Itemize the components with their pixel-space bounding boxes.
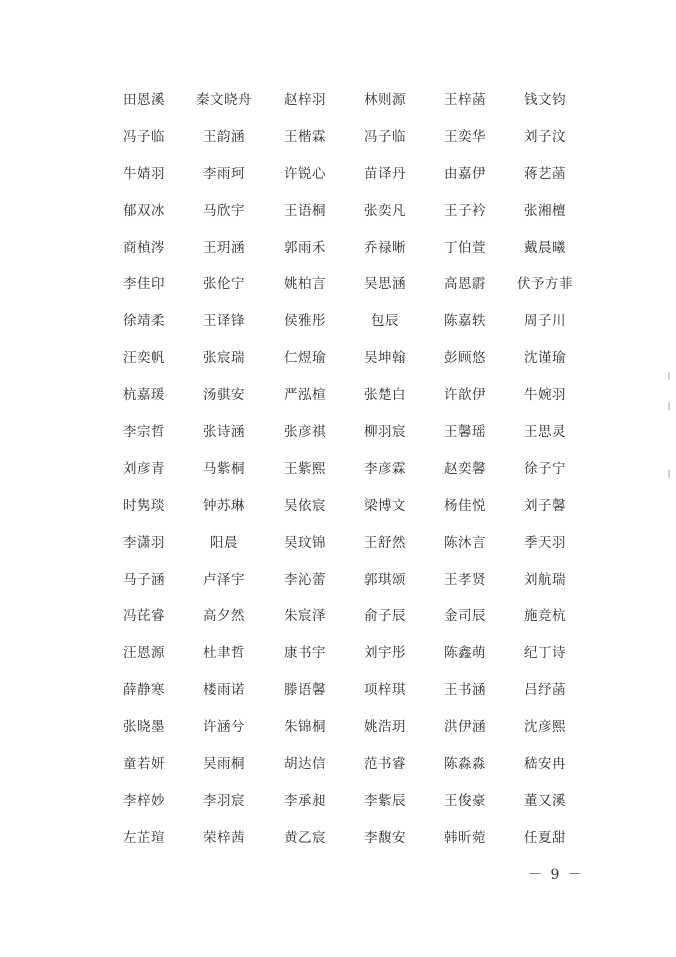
name-entry: 王孝贤 xyxy=(444,571,486,588)
name-entry: 仁煜瑜 xyxy=(284,350,326,367)
name-entry: 陈嘉轶 xyxy=(444,313,486,330)
name-entry: 王奕华 xyxy=(444,128,486,145)
name-entry: 张诗涵 xyxy=(203,424,245,441)
name-entry: 由嘉伊 xyxy=(444,165,486,182)
name-entry: 张晓墨 xyxy=(123,719,165,736)
name-entry: 郁双冰 xyxy=(123,202,165,219)
name-entry: 杭嘉瑗 xyxy=(123,387,165,404)
name-entry: 陈淼淼 xyxy=(444,756,486,773)
name-entry: 柳羽宸 xyxy=(364,424,406,441)
name-entry: 李馥安 xyxy=(364,829,406,846)
name-entry: 吕纾菡 xyxy=(524,682,566,699)
name-entry: 乔禄晰 xyxy=(364,239,406,256)
name-entry: 沈彦熙 xyxy=(524,719,566,736)
name-entry: 吴坤翰 xyxy=(364,350,406,367)
name-entry: 王俊豪 xyxy=(444,792,486,809)
name-entry: 金司辰 xyxy=(444,608,486,625)
name-entry: 俞子辰 xyxy=(364,608,406,625)
page-number: － 9 － xyxy=(528,867,584,883)
name-entry: 王舒然 xyxy=(364,534,406,551)
name-entry: 李梓妙 xyxy=(123,792,165,809)
name-entry: 姚浩玥 xyxy=(364,719,406,736)
name-entry: 苗译丹 xyxy=(364,165,406,182)
name-entry: 冯芘睿 xyxy=(123,608,165,625)
name-entry: 杜聿哲 xyxy=(203,645,245,662)
name-entry: 韩昕菀 xyxy=(444,829,486,846)
name-entry: 高恩霨 xyxy=(444,276,486,293)
name-entry: 李沁蕾 xyxy=(284,571,326,588)
name-entry: 刘子汶 xyxy=(524,128,566,145)
name-entry: 吴依宸 xyxy=(284,497,326,514)
name-entry: 戴晨曦 xyxy=(524,239,566,256)
name-entry: 王语桐 xyxy=(284,202,326,219)
name-entry: 马子涵 xyxy=(123,571,165,588)
name-entry: 张奕凡 xyxy=(364,202,406,219)
name-entry: 王书涵 xyxy=(444,682,486,699)
name-entry: 许歆伊 xyxy=(444,387,486,404)
name-entry: 梁博文 xyxy=(364,497,406,514)
name-entry: 周子川 xyxy=(524,313,566,330)
name-entry: 李彦霖 xyxy=(364,460,406,477)
name-entry: 李承昶 xyxy=(284,792,326,809)
name-entry: 田恩溪 xyxy=(123,92,165,108)
name-entry: 赵奕馨 xyxy=(444,460,486,477)
name-entry: 任夏甜 xyxy=(524,829,566,846)
name-entry: 王紫熙 xyxy=(284,460,326,477)
name-entry: 姚柏言 xyxy=(284,276,326,293)
name-entry: 李紫辰 xyxy=(364,792,406,809)
name-entry: 蒋艺菡 xyxy=(524,165,566,182)
name-entry: 李宗哲 xyxy=(123,424,165,441)
name-entry: 黄乙宸 xyxy=(284,829,326,846)
name-entry: 李雨珂 xyxy=(203,165,245,182)
name-entry: 汤骐安 xyxy=(203,387,245,404)
name-entry: 郭琪颂 xyxy=(364,571,406,588)
name-entry: 陈鑫萌 xyxy=(444,645,486,662)
scan-edge-mark xyxy=(668,470,670,478)
name-entry: 冯子临 xyxy=(364,128,406,145)
name-entry: 刘子馨 xyxy=(524,497,566,514)
name-entry: 胡达信 xyxy=(284,756,326,773)
name-entry: 张彦祺 xyxy=(284,424,326,441)
name-entry: 秦文晓舟 xyxy=(196,92,252,108)
name-entry: 陈沐言 xyxy=(444,534,486,551)
name-entry: 赵梓羽 xyxy=(284,92,326,108)
name-entry: 郭雨禾 xyxy=(284,239,326,256)
name-entry: 马欣宇 xyxy=(203,202,245,219)
name-entry: 童若妍 xyxy=(123,756,165,773)
name-entry: 张楚白 xyxy=(364,387,406,404)
name-entry: 季天羽 xyxy=(524,534,566,551)
name-entry: 徐靖柔 xyxy=(123,313,165,330)
name-entry: 牛婉羽 xyxy=(524,387,566,404)
name-entry: 汪奕帆 xyxy=(123,350,165,367)
name-entry: 许锐心 xyxy=(284,165,326,182)
name-entry: 钱文钧 xyxy=(524,92,566,108)
scan-edge-mark xyxy=(668,402,670,410)
name-entry: 钟苏琳 xyxy=(203,497,245,514)
name-entry: 滕语馨 xyxy=(284,682,326,699)
name-entry: 吴玟锦 xyxy=(284,534,326,551)
name-entry: 朱锦桐 xyxy=(284,719,326,736)
name-entry: 张湘檀 xyxy=(524,202,566,219)
name-entry: 施竞杭 xyxy=(524,608,566,625)
name-entry: 时隽琰 xyxy=(123,497,165,514)
name-list-grid xyxy=(105,86,585,861)
scan-edge-mark xyxy=(668,372,670,380)
name-entry: 马紫桐 xyxy=(203,460,245,477)
name-entry: 楼雨诺 xyxy=(203,682,245,699)
name-entry: 纪丁诗 xyxy=(524,645,566,662)
name-entry: 商楨涔 xyxy=(123,239,165,256)
name-entry: 康书宇 xyxy=(284,645,326,662)
name-entry: 洪伊涵 xyxy=(444,719,486,736)
name-entry: 王馨瑶 xyxy=(444,424,486,441)
name-entry: 王思灵 xyxy=(524,424,566,441)
name-entry: 李佳印 xyxy=(123,276,165,293)
name-entry: 范书睿 xyxy=(364,756,406,773)
name-entry: 沈谨瑜 xyxy=(524,350,566,367)
name-entry: 项梓琪 xyxy=(364,682,406,699)
name-entry: 嵇安冉 xyxy=(524,756,566,773)
name-entry: 薛静寒 xyxy=(123,682,165,699)
name-entry: 汪恩源 xyxy=(123,645,165,662)
name-entry: 吴雨桐 xyxy=(203,756,245,773)
name-entry: 王楷霖 xyxy=(284,128,326,145)
name-entry: 张伦宁 xyxy=(203,276,245,293)
name-entry: 李羽宸 xyxy=(203,792,245,809)
name-entry: 王韵涵 xyxy=(203,128,245,145)
name-entry: 林则源 xyxy=(364,92,406,108)
name-entry: 阳晨 xyxy=(210,534,238,551)
name-entry: 董又溪 xyxy=(524,792,566,809)
name-entry: 王玥涵 xyxy=(203,239,245,256)
name-entry: 彭顾悠 xyxy=(444,350,486,367)
name-entry: 牛婧羽 xyxy=(123,165,165,182)
name-entry: 严泓楦 xyxy=(284,387,326,404)
name-entry: 冯子临 xyxy=(123,128,165,145)
name-entry: 张宸瑞 xyxy=(203,350,245,367)
name-entry: 高夕然 xyxy=(203,608,245,625)
name-entry: 刘彦青 xyxy=(123,460,165,477)
name-entry: 杨佳悦 xyxy=(444,497,486,514)
name-entry: 王子衿 xyxy=(444,202,486,219)
name-entry: 刘航瑞 xyxy=(524,571,566,588)
name-entry: 左芷瑄 xyxy=(123,829,165,846)
name-entry: 王梓菡 xyxy=(444,92,486,108)
name-entry: 伏予方菲 xyxy=(517,276,573,293)
name-entry: 卢泽宇 xyxy=(203,571,245,588)
name-entry: 李潇羽 xyxy=(123,534,165,551)
name-entry: 丁伯萱 xyxy=(444,239,486,256)
name-entry: 朱宸泽 xyxy=(284,608,326,625)
name-entry: 刘宇彤 xyxy=(364,645,406,662)
name-entry: 许涵兮 xyxy=(203,719,245,736)
name-entry: 包辰 xyxy=(371,313,399,330)
name-entry: 侯雅彤 xyxy=(284,313,326,330)
name-entry: 徐子宁 xyxy=(524,460,566,477)
name-entry: 吴思涵 xyxy=(364,276,406,293)
name-entry: 王译锋 xyxy=(203,313,245,330)
name-entry: 荣梓茜 xyxy=(203,829,245,846)
